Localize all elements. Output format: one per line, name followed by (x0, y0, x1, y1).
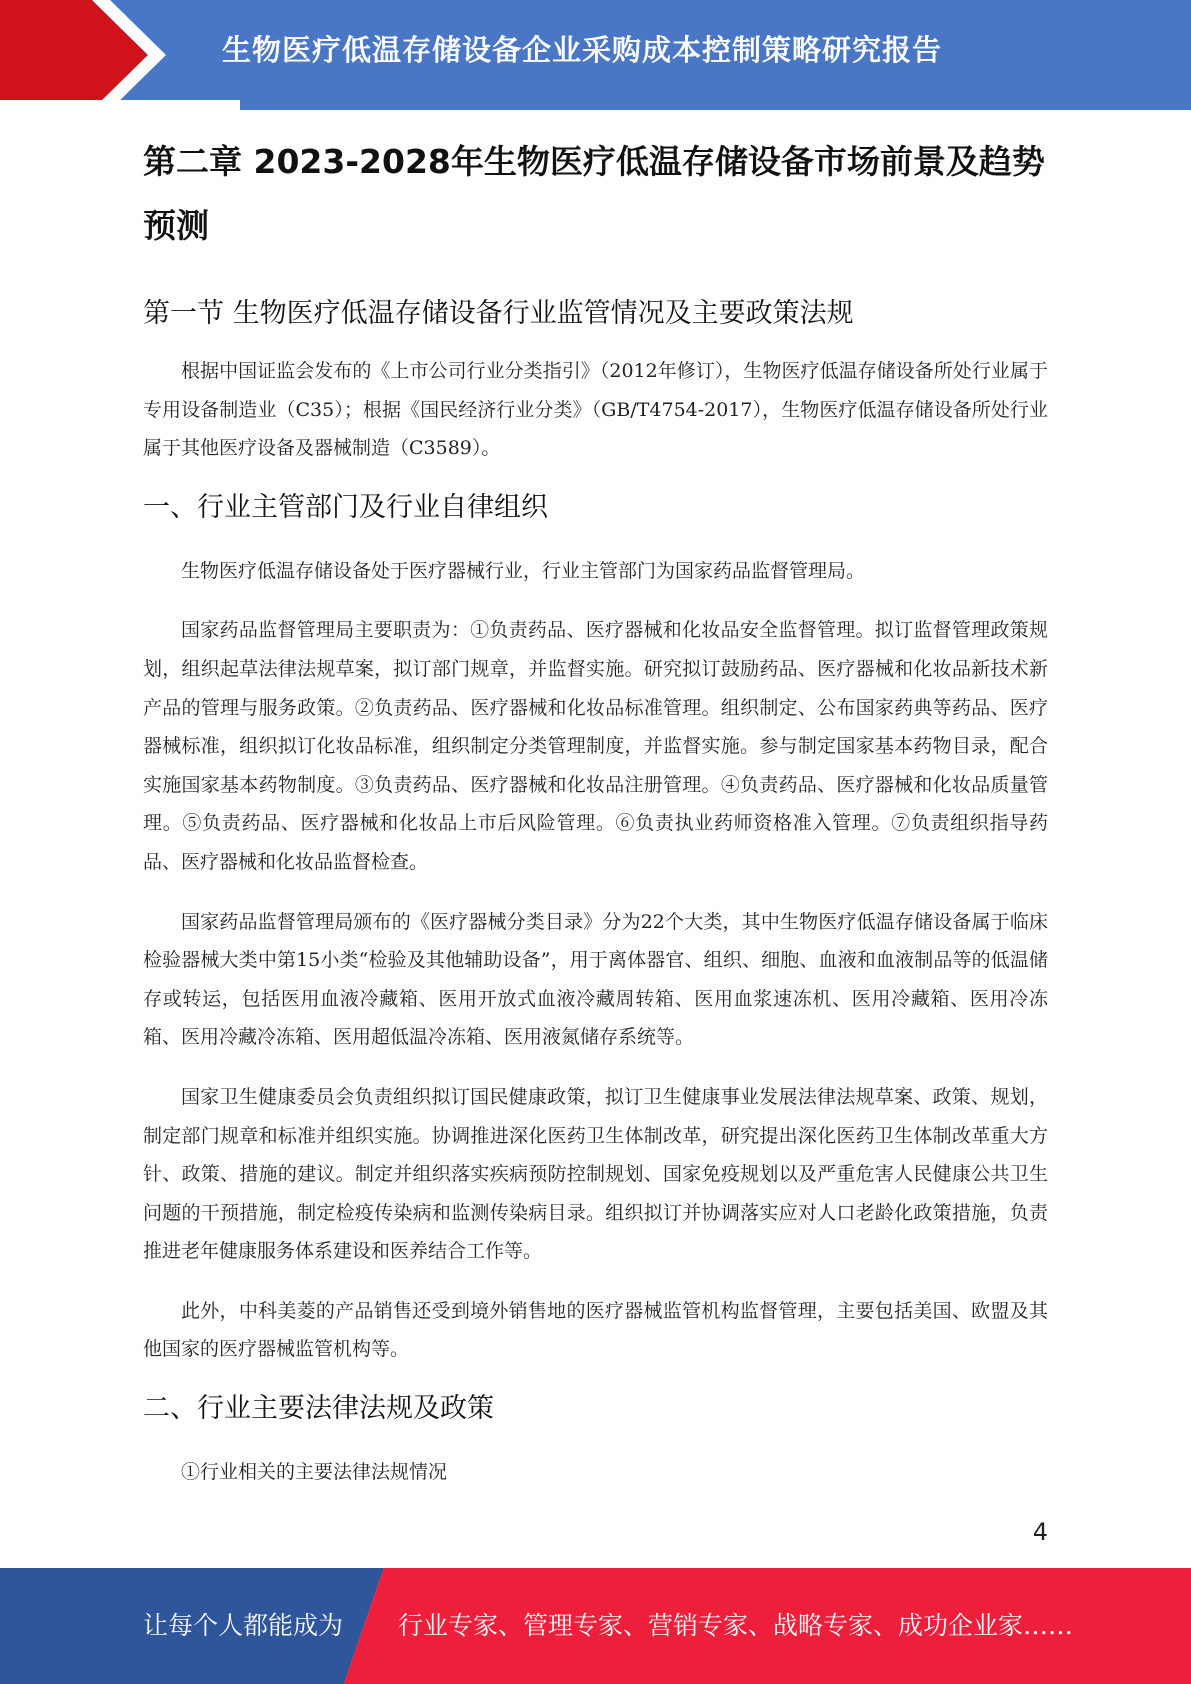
part1-paragraph-3: 国家药品监督管理局颁布的《医疗器械分类目录》分为22个大类，其中生物医疗低温存储设备属于临床检验器械大类中第15小类“检验及其他辅助设备”，用于离体器官、组织、细胞、血液和血液制品等的低温储存或转运，包括医用血液冷藏箱、医用开放式血液冷藏周转箱、医用血浆速冻机、医用冷藏箱、医用冷冻箱、医用冷藏冷冻箱、医用超低温冷冻箱、医用液氮储存系统等。 (143, 910, 1048, 1049)
part1-paragraph-5: 此外，中科美菱的产品销售还受到境外销售地的医疗器械监管机构监督管理，主要包括美国、欧盟及其他国家的医疗器械监管机构等。 (143, 1299, 1048, 1361)
page-content (143, 130, 1048, 1513)
header-bottom-white-strip (0, 100, 240, 110)
section-title: 第一节 生物医疗低温存储设备行业监管情况及主要政策法规 (143, 298, 854, 329)
header-arrow-decoration (0, 0, 240, 110)
part1-paragraph-4: 国家卫生健康委员会负责组织拟订国民健康政策，拟订卫生健康事业发展法律法规草案、政策、规划，制定部门规章和标准并组织实施。协调推进深化医药卫生体制改革，研究提出深化医药卫生体制改革重大方针、政策、措施的建议。制定并组织落实疾病预防控制规划、国家免疫规划以及严重危害人民健康公共卫生问题的干预措施，制定检疫传染病和监测传染病目录。组织拟订并协调落实应对人口老龄化政策措施，负责推进老年健康服务体系建设和医养结合工作等。 (143, 1085, 1048, 1263)
report-header-band (0, 0, 1191, 110)
report-footer-band (0, 1568, 1191, 1684)
part1-heading: 一、行业主管部门及行业自律组织 (143, 491, 548, 523)
section-intro-paragraph: 根据中国证监会发布的《上市公司行业分类指引》（2012年修订），生物医疗低温存储设备所处行业属于专用设备制造业（C35）；根据《国民经济行业分类》（GB/T4754-2017），生物医疗低温存储设备所处行业属于其他医疗设备及器械制造（C3589）。 (143, 360, 1048, 460)
footer-slogan-right: 行业专家、管理专家、营销专家、战略专家、成功企业家…… (398, 1611, 1074, 1640)
part1-paragraph-1: 生物医疗低温存储设备处于医疗器械行业，行业主管部门为国家药品监督管理局。 (181, 559, 866, 582)
footer-slogan-left: 让每个人都能成为 (143, 1611, 344, 1640)
part2-heading: 二、行业主要法律法规及政策 (143, 1393, 494, 1425)
part1-paragraph-2: 国家药品监督管理局主要职责为：①负责药品、医疗器械和化妆品安全监督管理。拟订监督管理政策规划，组织起草法律法规草案，拟订部门规章，并监督实施。研究拟订鼓励药品、医疗器械和化妆品新技术新产品的管理与服务政策。②负责药品、医疗器械和化妆品标准管理。组织制定、公布国家药典等药品、医疗器械标准，组织拟订化妆品标准，组织制定分类管理制度，并监督实施。参与制定国家基本药物目录，配合实施国家基本药物制度。③负责药品、医疗器械和化妆品注册管理。④负责药品、医疗器械和化妆品质量管理。⑤负责药品、医疗器械和化妆品上市后风险管理。⑥负责执业药师资格准入管理。⑦负责组织指导药品、医疗器械和化妆品监督检查。 (143, 619, 1048, 873)
part2-item-1: ①行业相关的主要法律法规情况 (181, 1461, 448, 1484)
report-title: 生物医疗低温存储设备企业采购成本控制策略研究报告 (222, 33, 943, 67)
chapter-title: 第二章 2023-2028年生物医疗低温存储设备市场前景及趋势预测 (143, 142, 1045, 245)
page-number: 4 (1032, 1518, 1048, 1546)
